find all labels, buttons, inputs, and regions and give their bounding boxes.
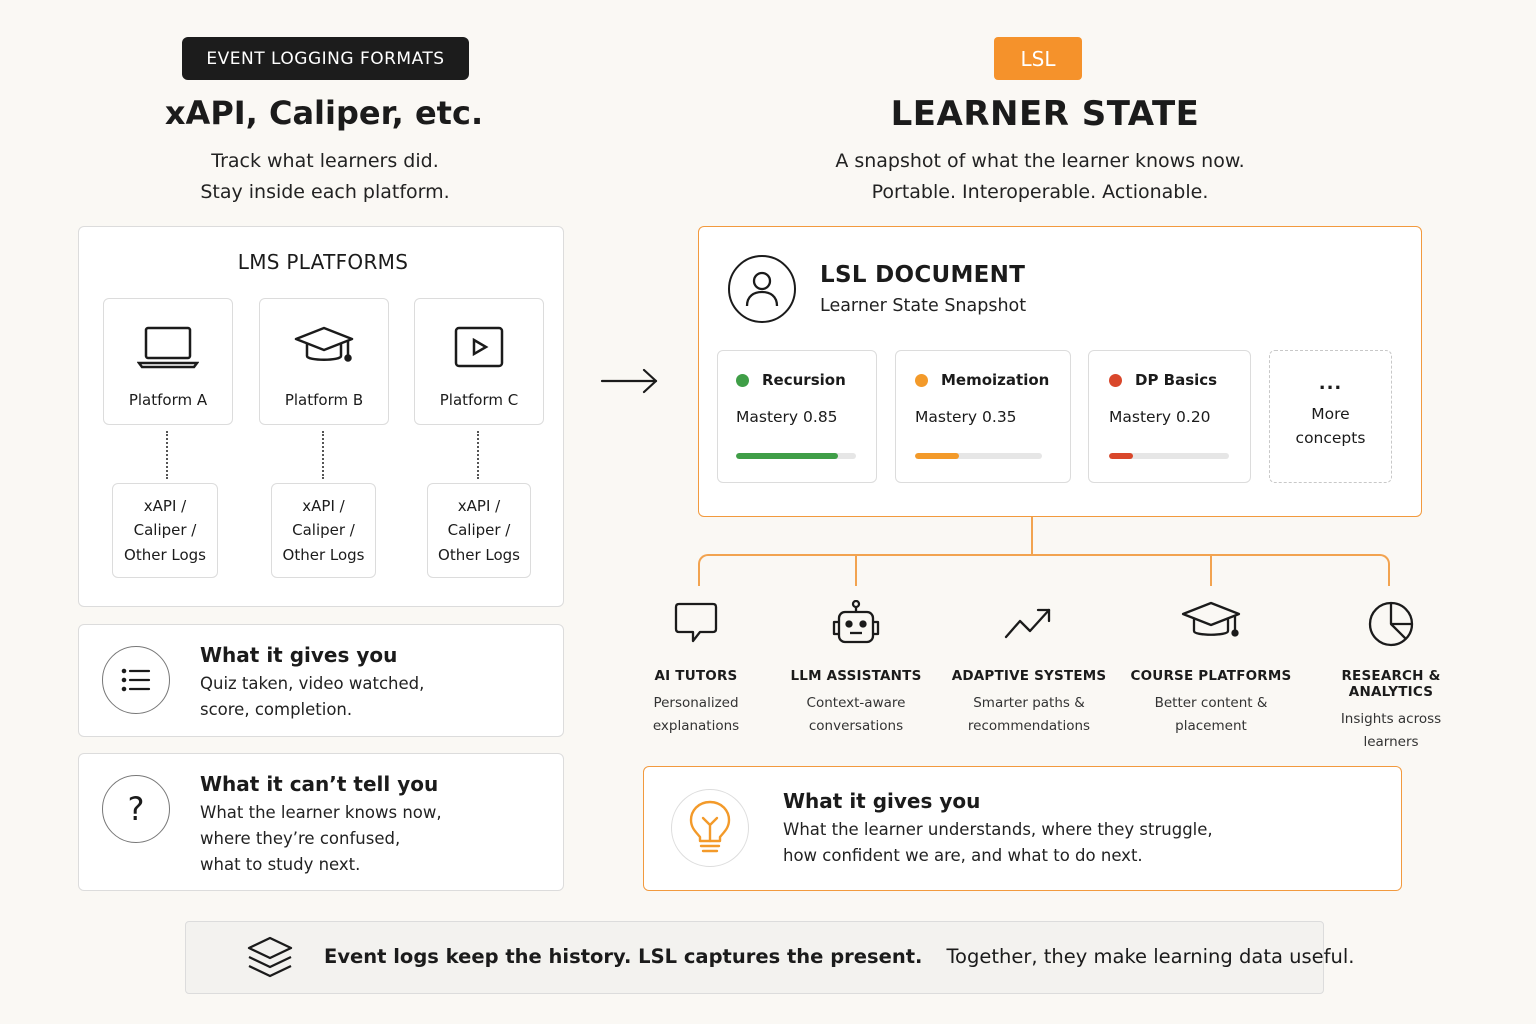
consumer-title: ADAPTIVE SYSTEMS [951,668,1107,684]
lsl-badge: LSL [994,37,1082,80]
user-icon [728,255,796,323]
more-concepts-card[interactable] [1269,350,1392,483]
platform-c-card[interactable] [414,298,544,425]
concept-title [736,371,846,389]
log-line: Caliper / [292,521,355,540]
consumer-llm-assistants[interactable] [766,600,946,737]
log-line: Caliper / [447,521,511,540]
platform-b-log [271,483,376,578]
footer-text [324,945,1354,968]
trend-up-icon [939,600,1119,650]
platform-a-label: Platform A [128,391,208,409]
left-subtitle-line2: Stay inside each platform. [200,181,450,203]
mastery-bar [736,453,856,459]
concept-name: Recursion [762,371,846,389]
platform-a-log [112,483,218,578]
more-label: concepts [1295,429,1366,447]
log-line: xAPI / [457,496,501,515]
consumer-desc: learners [1363,733,1419,750]
log-line: Other Logs [438,545,520,564]
lsl-doc-title: LSL DOCUMENT [820,262,1026,288]
mastery-bar [1109,453,1229,459]
consumer-course-platforms[interactable] [1121,600,1301,737]
arrow-right-icon [599,366,661,400]
left-cant-line: What the learner knows now, [200,803,442,822]
left-cant-card [78,753,564,891]
consumer-research-analytics[interactable] [1298,600,1484,753]
right-subtitle-line1: A snapshot of what the learner knows now. [835,150,1245,172]
left-cant-line: what to study next. [200,855,361,874]
concept-name: DP Basics [1135,371,1218,389]
footer-banner [185,921,1355,994]
mastery-bar-fill [915,453,959,459]
consumer-desc: Personalized [653,695,739,711]
left-title: xAPI, Caliper, etc. [164,94,484,132]
lsl-doc-subtitle: Learner State Snapshot [820,296,1027,316]
platform-c-log [427,483,531,578]
lightbulb-icon [671,789,749,867]
left-gives-title: What it gives you [200,643,398,667]
event-logging-badge: EVENT LOGGING FORMATS [182,37,469,80]
consumer-desc: placement [1175,717,1247,734]
graduation-cap-icon [1121,600,1301,650]
connector-drop [855,555,857,586]
platform-b-card[interactable] [259,298,389,425]
left-cant-line: where they’re confused, [200,829,401,848]
platform-a-card[interactable] [103,298,233,425]
right-gives-title: What it gives you [783,789,981,813]
log-line: xAPI / [302,496,345,515]
consumer-adaptive-systems[interactable] [939,600,1119,737]
status-dot [1109,374,1122,387]
consumer-title: AI TUTORS [654,668,738,684]
footer-normal: Together, they make learning data useful. [946,945,1355,968]
connector-c [477,431,479,479]
concept-title [1109,371,1217,389]
left-subtitle-line1: Track what learners did. [211,150,439,172]
connector-branch [698,554,1390,586]
log-line: Caliper / [133,521,197,540]
mastery-bar-fill [1109,453,1133,459]
consumer-title: RESEARCH & ANALYTICS [1341,668,1441,700]
left-gives-line: score, completion. [200,700,353,719]
right-gives-card [643,766,1402,891]
connector-drop [1210,555,1212,586]
connector-trunk [1031,517,1033,555]
mastery-label: Mastery 0.20 [1109,408,1211,426]
mastery-bar-fill [736,453,838,459]
right-gives-line: What the learner understands, where they struggle, [783,820,1213,839]
consumer-desc: explanations [652,717,740,734]
connector-b [322,431,324,479]
consumer-desc: Better content & [1154,695,1268,711]
concept-card-recursion[interactable] [717,350,877,483]
concept-title [915,371,1049,389]
question-icon: ? [102,775,170,843]
right-title: LEARNER STATE [890,94,1200,134]
left-gives-card [78,624,564,737]
concept-card-memoization[interactable] [895,350,1071,483]
graduation-cap-icon [294,323,354,371]
pie-chart-icon [1298,600,1484,650]
consumer-title: LLM ASSISTANTS [790,668,922,684]
platform-b-label: Platform B [284,391,364,409]
log-line: Other Logs [124,545,206,564]
consumer-desc: Context-aware [806,695,906,711]
video-play-icon [453,323,505,371]
left-gives-line: Quiz taken, video watched, [200,674,425,693]
mastery-label: Mastery 0.35 [915,408,1017,426]
log-line: xAPI / [143,496,187,515]
layers-icon [246,935,294,985]
consumer-desc: Insights across [1340,711,1442,727]
laptop-icon [137,323,199,371]
robot-icon [766,600,946,650]
list-icon [102,646,170,714]
platform-c-label: Platform C [439,391,519,409]
right-subtitle [820,146,1260,208]
left-subtitle [130,146,520,208]
mastery-bar [915,453,1042,459]
lms-title: LMS PLATFORMS [237,250,409,274]
consumer-title: COURSE PLATFORMS [1130,668,1292,684]
consumer-desc: conversations [808,717,904,734]
footer-bold: Event logs keep the history. LSL captures the present. [324,945,923,968]
mastery-label: Mastery 0.85 [736,408,838,426]
more-dots: ... [1318,373,1343,394]
concept-name: Memoization [941,371,1050,389]
status-dot [915,374,928,387]
status-dot [736,374,749,387]
connector-a [166,431,168,479]
log-line: Other Logs [282,545,365,564]
more-label: More [1311,405,1350,423]
right-gives-line: how confident we are, and what to do next. [783,846,1143,865]
consumer-desc: recommendations [967,717,1091,734]
consumer-ai-tutors[interactable] [606,600,786,737]
chat-bubble-icon [606,600,786,650]
right-subtitle-line2: Portable. Interoperable. Actionable. [871,181,1209,203]
consumer-desc: Smarter paths & [973,695,1085,711]
concept-card-dp-basics[interactable] [1088,350,1251,483]
left-cant-title: What it can’t tell you [200,772,439,796]
